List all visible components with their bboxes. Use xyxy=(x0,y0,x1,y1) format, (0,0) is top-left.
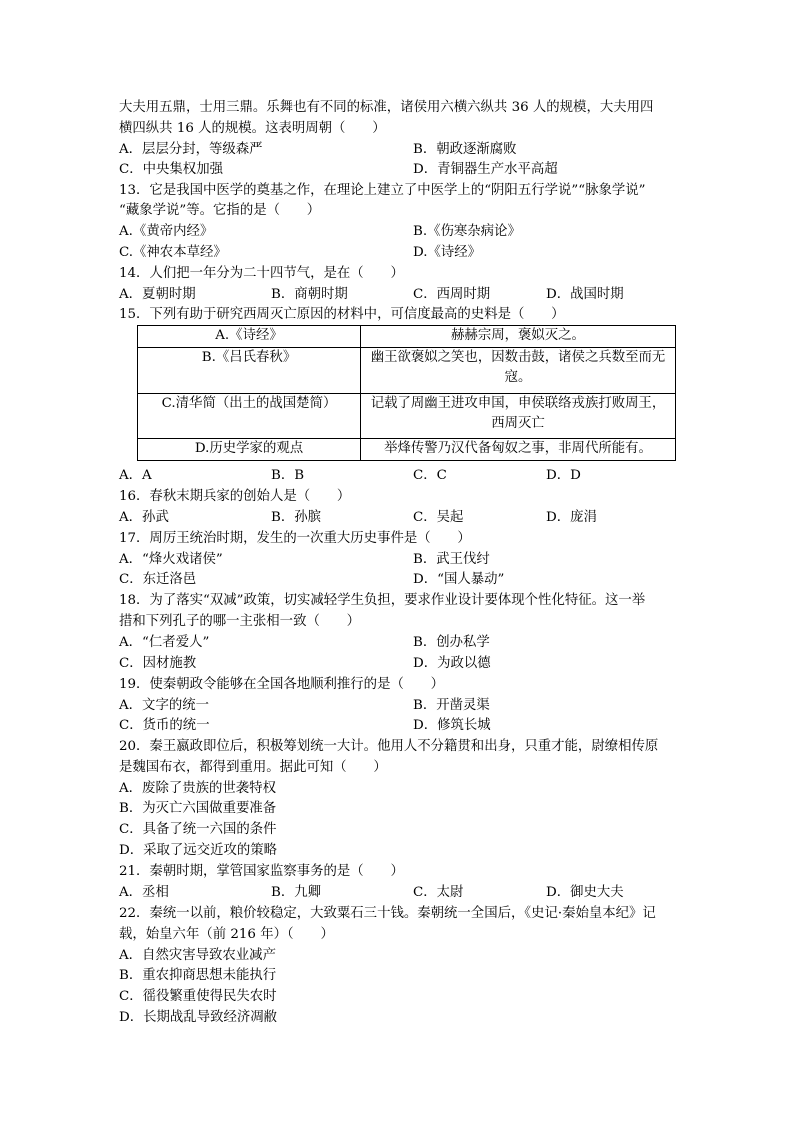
q14-option-d: D．战国时期 xyxy=(546,287,624,302)
q19-option-a: A．文字的统一 xyxy=(119,698,210,713)
q15-option-c: C．C xyxy=(413,468,447,483)
content-line: 寇。 xyxy=(504,370,532,385)
q13-option-a: A.《黄帝内经》 xyxy=(119,224,214,239)
q17-option-a: A．“烽火戏诸侯” xyxy=(119,552,223,567)
q12-stem-line1: 大夫用五鼎，士用三鼎。乐舞也有不同的标准，诸侯用六横六纵共 36 人的规模，大夫用四 xyxy=(119,100,654,115)
content-line: 举烽传警乃汉代备匈奴之事，非周代所能有。 xyxy=(384,441,652,456)
q18-option-d: D．为政以德 xyxy=(413,656,491,671)
q18-stem-line1: 18．为了落实“双减”政策，切实减轻学生负担，要求作业设计要体现个性化特征。这一举 xyxy=(119,593,646,608)
q12-option-a: A．层层分封，等级森严 xyxy=(119,142,263,157)
q21-option-b: B．九卿 xyxy=(271,885,322,900)
q16-option-c: C．吴起 xyxy=(413,510,464,525)
q12-option-d: D．青铜器生产水平高超 xyxy=(413,162,558,177)
q13-stem-line2: “藏象学说”等。它指的是（ ） xyxy=(119,203,321,218)
q20-stem-line2: 是魏国布衣，都得到重用。据此可知（ ） xyxy=(119,760,387,775)
q18-option-b: B．创办私学 xyxy=(413,635,490,650)
q14-option-a: A．夏朝时期 xyxy=(119,287,196,302)
content-line: 赫赫宗周，褒姒灭之。 xyxy=(451,328,585,343)
q18-option-a: A．“仁者爱人” xyxy=(119,635,210,650)
q21-option-c: C．太尉 xyxy=(413,885,464,900)
table-cell-content xyxy=(361,394,676,439)
q18-option-c: C．因材施教 xyxy=(119,656,197,671)
table-cell-content xyxy=(361,326,676,348)
q14-option-c: C．西周时期 xyxy=(413,287,491,302)
q15-option-d: D．D xyxy=(546,468,581,483)
table-cell-source: D.历史学家的观点 xyxy=(138,439,361,461)
q17-stem: 17．周厉王统治时期，发生的一次重大历史事件是（ ） xyxy=(119,531,471,546)
q22-option-a: A．自然灾害导致农业减产 xyxy=(119,948,276,963)
q17-option-b: B．武王伐纣 xyxy=(413,552,490,567)
q16-option-b: B．孙膑 xyxy=(271,510,322,525)
q17-option-d: D．“国人暴动” xyxy=(413,572,505,587)
q15-option-b: B．B xyxy=(271,468,305,483)
table-cell-source: B.《吕氏春秋》 xyxy=(138,348,361,394)
q22-option-d: D．长期战乱导致经济凋敝 xyxy=(119,1010,278,1025)
q13-option-d: D.《诗经》 xyxy=(413,245,482,260)
q22-stem-line2: 载，始皇六年（前 216 年）（ ） xyxy=(119,927,334,942)
q13-option-c: C.《神农本草经》 xyxy=(119,245,227,260)
table-row xyxy=(138,394,676,439)
table-cell-content xyxy=(361,348,676,394)
q19-option-b: B．开凿灵渠 xyxy=(413,698,490,713)
q18-stem-line2: 措和下列孔子的哪一主张相一致（ ） xyxy=(119,614,361,629)
q21-option-d: D．御史大夫 xyxy=(546,885,624,900)
q16-option-d: D．庞涓 xyxy=(546,510,597,525)
q22-option-c: C．徭役繁重使得民失农时 xyxy=(119,989,277,1004)
q15-stem: 15．下列有助于研究西周灭亡原因的材料中，可信度最高的史料是（ ） xyxy=(119,307,565,322)
q13-option-b: B.《伤寒杂病论》 xyxy=(413,224,521,239)
table-cell-source: A.《诗经》 xyxy=(138,326,361,348)
q21-option-a: A．丞相 xyxy=(119,885,169,900)
q15-option-a: A．A xyxy=(119,468,152,483)
q16-stem: 16．春秋末期兵家的创始人是（ ） xyxy=(119,489,351,504)
q20-stem-line1: 20．秦王嬴政即位后，积极筹划统一大计。他用人不分籍贯和出身，只重才能，尉缭相传原 xyxy=(119,739,659,754)
q13-stem-line1: 13．它是我国中医学的奠基之作，在理论上建立了中医学上的“阴阳五行学说”“脉象学说” xyxy=(119,183,646,198)
content-line: 记载了周幽王进攻申国，申侯联络戎族打败周王， xyxy=(370,396,666,411)
q12-option-b: B．朝政逐渐腐败 xyxy=(413,142,517,157)
q12-stem-line2: 横四纵共 16 人的规模。这表明周朝（ ） xyxy=(119,121,386,136)
q16-option-a: A．孙武 xyxy=(119,510,169,525)
q22-option-b: B．重农抑商思想未能执行 xyxy=(119,968,277,983)
q20-option-a: A．废除了贵族的世袭特权 xyxy=(119,781,276,796)
q12-option-c: C．中央集权加强 xyxy=(119,162,223,177)
q20-option-b: B．为灭亡六国做重要准备 xyxy=(119,801,277,816)
table-cell-content xyxy=(361,439,676,461)
content-line: 西周灭亡 xyxy=(491,416,545,431)
q21-stem: 21．秦朝时期，掌管国家监察事务的是（ ） xyxy=(119,864,404,879)
table-row xyxy=(138,439,676,461)
q19-option-c: C．货币的统一 xyxy=(119,718,210,733)
q19-option-d: D．修筑长城 xyxy=(413,718,491,733)
q14-stem: 14．人们把一年分为二十四节气，是在（ ） xyxy=(119,266,404,281)
table-cell-source: C.清华简（出土的战国楚简） xyxy=(138,394,361,439)
q20-option-c: C．具备了统一六国的条件 xyxy=(119,822,277,837)
q14-option-b: B．商朝时期 xyxy=(271,287,348,302)
q19-stem: 19．使秦朝政令能够在全国各地顺利推行的是（ ） xyxy=(119,677,445,692)
q22-stem-line1: 22．秦统一以前，粮价较稳定，大致粟石三十钱。秦朝统一全国后，《史记·秦始皇本纪》记 xyxy=(119,906,656,921)
q17-option-c: C．东迁洛邑 xyxy=(119,572,197,587)
content-line: 幽王欲褒姒之笑也，因数击鼓，诸侯之兵数至而无 xyxy=(370,350,666,365)
q15-source-table xyxy=(137,325,676,461)
table-row xyxy=(138,348,676,394)
table-row xyxy=(138,326,676,348)
q20-option-d: D．采取了远交近攻的策略 xyxy=(119,843,278,858)
